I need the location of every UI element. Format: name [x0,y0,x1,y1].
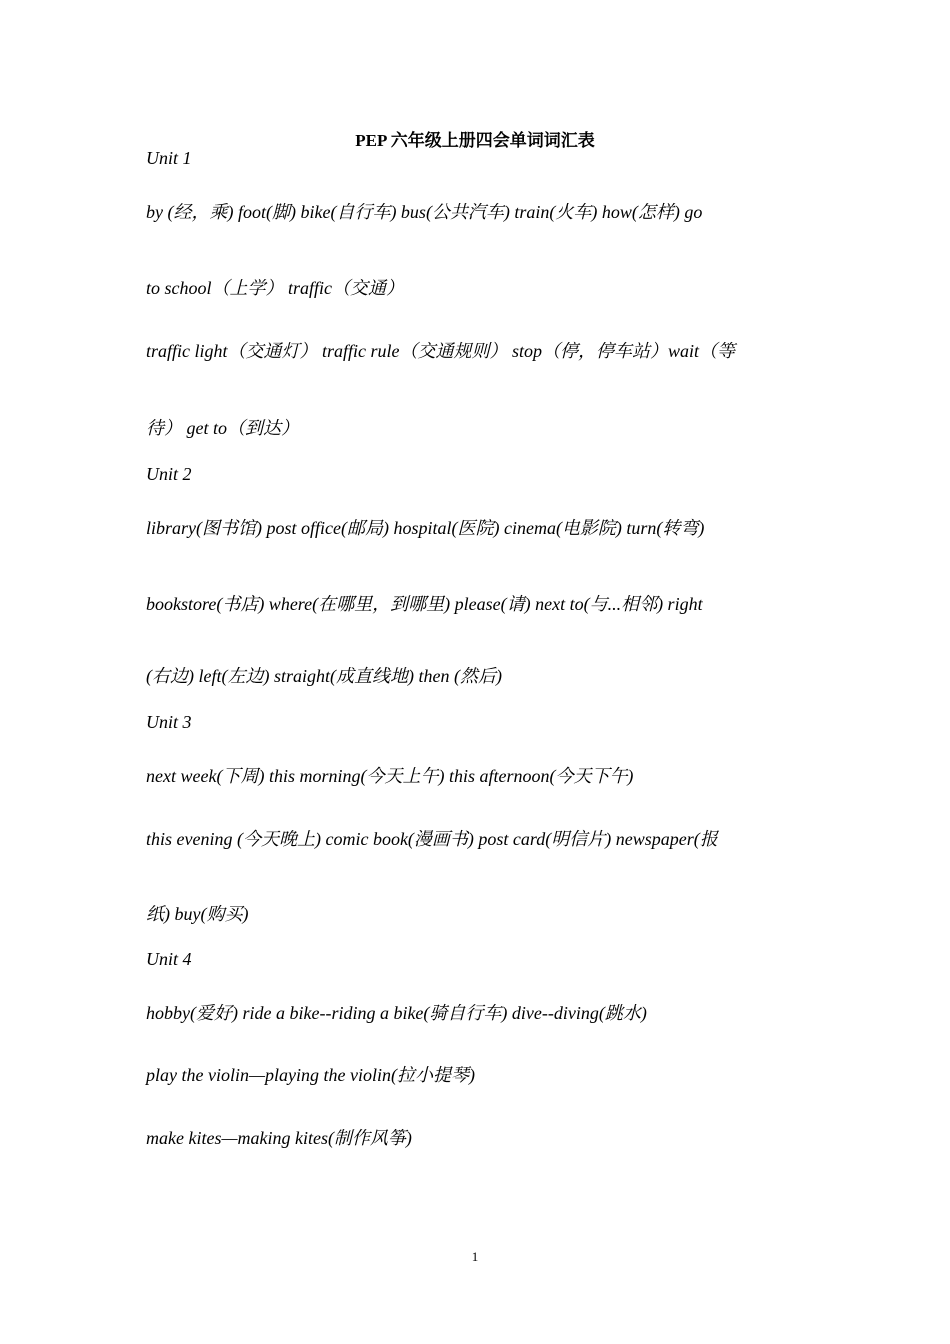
vocabulary-line: to school（上学） traffic（交通） [146,278,404,298]
vocabulary-line: 待） get to（到达） [146,418,299,438]
vocabulary-line: 纸) buy(购买) [146,904,249,924]
page-number: 1 [471,1249,479,1264]
vocabulary-line: traffic light（交通灯） traffic rule（交通规则） stop（停，停车站）wait（等 [146,341,736,361]
vocabulary-line: library(图书馆) post office(邮局) hospital(医院) cinema(电影院) turn(转弯) [146,518,705,538]
vocabulary-line: make kites—making kites(制作风筝) [146,1128,412,1148]
vocabulary-line: (右边) left(左边) straight(成直线地) then (然后) [146,666,502,686]
vocabulary-line: by (经，乘) foot(脚) bike(自行车) bus(公共汽车) train(火车) how(怎样) go [146,202,703,222]
unit-heading: Unit 2 [146,464,192,484]
vocabulary-line: next week(下周) this morning(今天上午) this afternoon(今天下午) [146,766,634,786]
vocabulary-line: bookstore(书店) where(在哪里，到哪里) please(请) next to(与...相邻) right [146,594,703,614]
vocabulary-line: this evening (今天晚上) comic book(漫画书) post card(明信片) newspaper(报 [146,829,718,849]
document-title: PEP 六年级上册四会单词词汇表 [355,131,595,150]
vocabulary-line: play the violin—playing the violin(拉小提琴) [146,1065,475,1085]
vocabulary-line: hobby(爱好) ride a bike--riding a bike(骑自行车) dive--diving(跳水) [146,1003,647,1023]
unit-heading: Unit 3 [146,712,192,732]
unit-heading: Unit 1 [146,148,192,168]
unit-heading: Unit 4 [146,949,192,969]
